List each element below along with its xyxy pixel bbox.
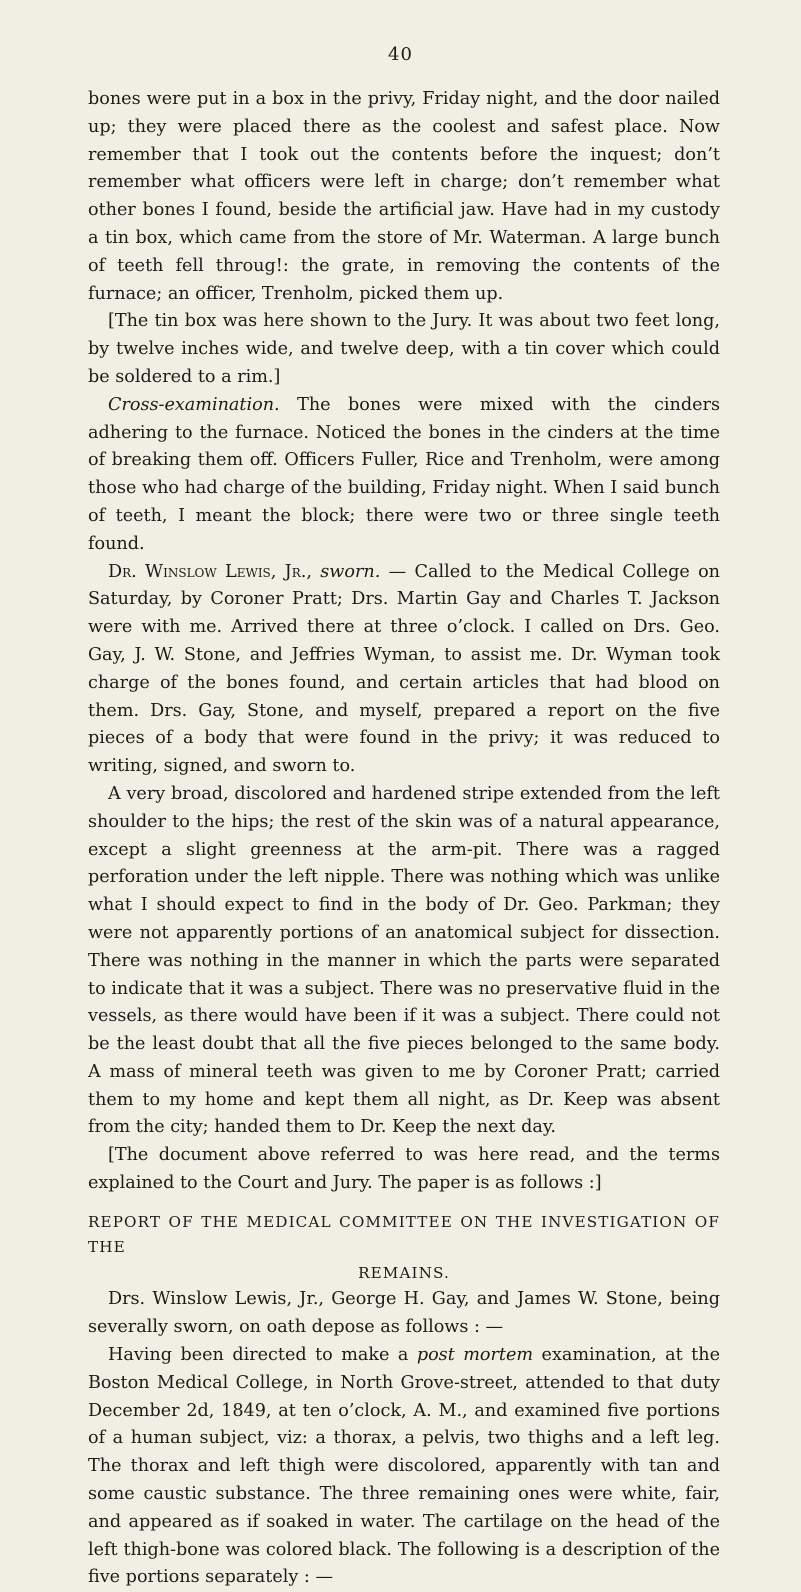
paragraph-text: The bones were mixed with the cinders adhering to the furnace. Noticed the bones in the cinders at the time of breaking them off. Officers Fuller, Rice and Trenholm, were among those who had charge of the building, Friday night. When I said bunch of teeth, I meant the block; there were two or three single teeth found. [88, 394, 720, 554]
paragraph [88, 1286, 720, 1342]
italic-text: post mortem [416, 1344, 534, 1365]
report-heading-line: REMAINS. [358, 1263, 450, 1282]
paragraph-text: [The tin box was here shown to the Jury. It was about two feet long, by twelve inches wide, and twelve deep, with a tin cover which could be soldered to a rim.] [88, 311, 720, 387]
italic-text: sworn. [320, 561, 381, 582]
report-heading-line: REPORT OF THE MEDICAL COMMITTEE ON THE INVESTIGATION OF THE [88, 1212, 720, 1257]
paragraph [88, 1142, 720, 1198]
paragraph-text: A very broad, discolored and hardened stripe extended from the left shoulder to the hips; the rest of the skin was of a natural appearance, except a slight greenness at the arm-pit. There was a ragged perforation under the left nipple. There was nothing which was unlike what I should expect to find in the body of Dr. Geo. Parkman; they were not apparently portions of an anatomical subject for dissection. There was nothing in the manner in which the parts were separated to indicate that it was a subject. There was no preservative fluid in the vessels, as there would have been if it was a subject. There could not be the least doubt that all the five pieces belonged to the same body. A mass of mineral teeth was given to me by Coroner Pratt; carried them to my home and kept them all night, as Dr. Keep was absent from the city; handed them to Dr. Keep the next day. [88, 783, 720, 1138]
body-text [88, 86, 720, 1592]
paragraph [88, 308, 720, 391]
paragraph-text: Having been directed to make a [108, 1344, 417, 1365]
paragraph-text: — Called to the Medical College on Saturday, by Coroner Pratt; Drs. Martin Gay and Charles T. Jackson were with me. Arrived there at three o’clock. I called on Drs. Geo. Gay, J. W. Stone, and Jeffries Wyman, to assist me. Dr. Wyman took charge of the bones found, and certain articles that had blood on them. Drs. Gay, Stone, and myself, prepared a report on the five pieces of a body that were found in the privy; it was reduced to writing, signed, and sworn to. [88, 561, 720, 777]
paragraph-text: [The document above referred to was here read, and the terms explained to the Court and Jury. The paper is as follows :] [88, 1145, 720, 1194]
paragraph-text: examination, at the Boston Medical College, in North Grove-street, attended to that duty December 2d, 1849, at ten o’clock, A. M., and examined five portions of a human subject, viz: a thorax, a pelvis, two thighs and a left leg. The thorax and left thigh were discolored, apparently with tan and some caustic substance. The three remaining ones were white, fair, and appeared as if soaked in water. The cartilage on the head of the left thigh-bone was colored black. The following is a description of the five portions separately : — [88, 1344, 720, 1588]
paragraph-text: Drs. Winslow Lewis, Jr., George H. Gay, and James W. Stone, being severally sworn, on oath depose as follows : — [88, 1289, 720, 1338]
paragraph-text: bones were put in a box in the privy, Friday night, and the door nailed up; they were placed there as the coolest and safest place. Now remember that I took out the contents before the inquest; don’t remember what officers were left in charge; don’t remember what other bones I found, beside the artificial jaw. Have had in my custody a tin box, which came from the store of Mr. Waterman. A large bunch of teeth fell throug!: the grate, in removing the contents of the furnace; an officer, Trenholm, picked them up. [88, 89, 720, 304]
paragraph [88, 1342, 720, 1592]
paragraph [88, 781, 720, 1142]
paragraph [88, 392, 720, 559]
italic-text: Cross-examination. [108, 394, 280, 415]
page-number: 40 [388, 44, 413, 65]
paragraph [88, 86, 720, 308]
witness-name: Dr. Winslow Lewis, Jr., [108, 561, 312, 582]
report-heading [88, 1210, 720, 1287]
paragraph [88, 559, 720, 781]
